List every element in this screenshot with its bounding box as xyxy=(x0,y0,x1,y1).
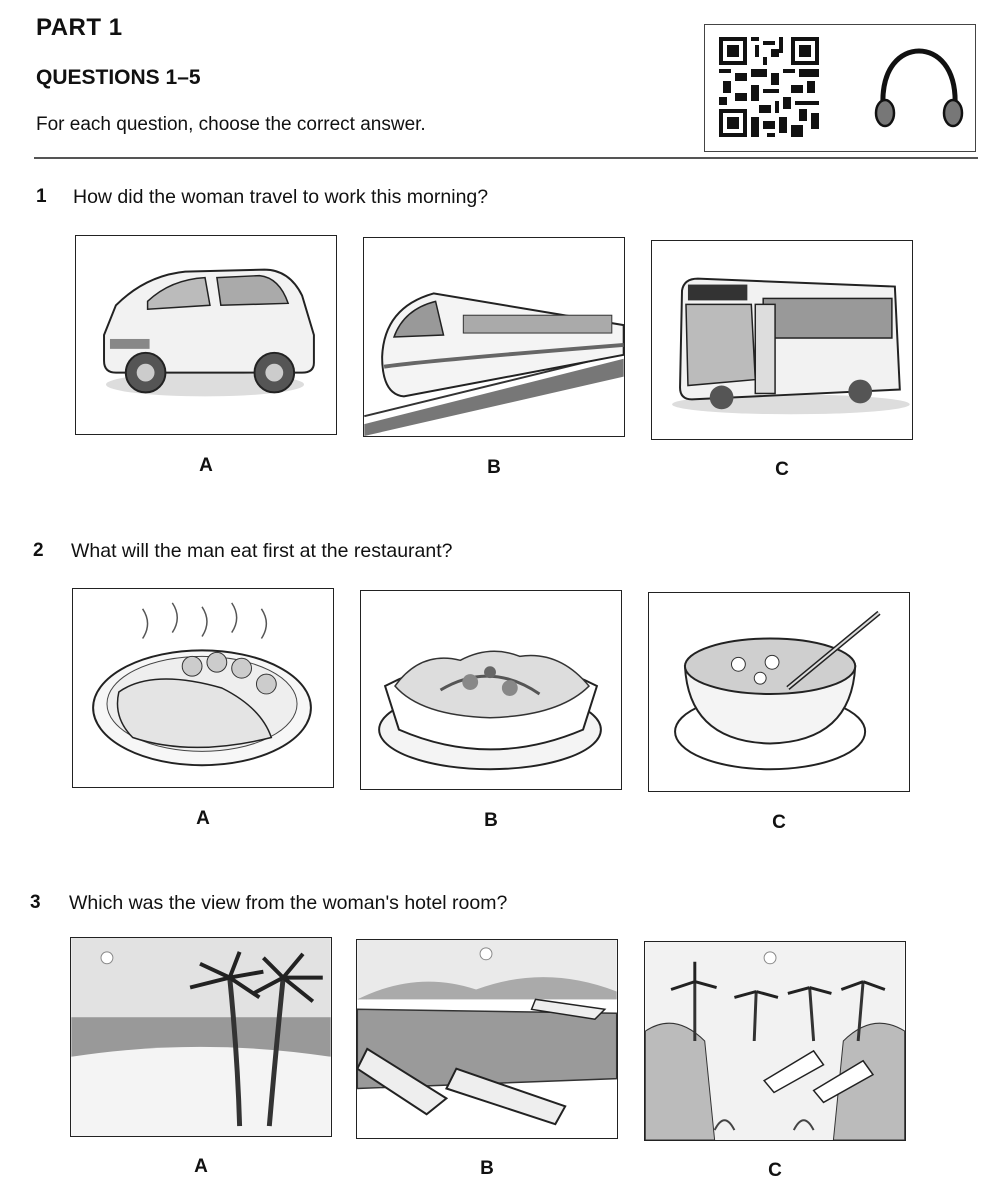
q3-option-b-label[interactable]: B xyxy=(480,1158,494,1179)
q2-option-b-label[interactable]: B xyxy=(484,810,498,831)
question-3-number: 3 xyxy=(30,892,41,913)
q2-option-c-image[interactable] xyxy=(648,592,910,792)
question-1-number: 1 xyxy=(36,186,47,207)
instruction-text: For each question, choose the correct answer. xyxy=(36,114,426,135)
q1-option-a-label[interactable]: A xyxy=(199,455,213,476)
q3-option-b-image[interactable] xyxy=(356,939,618,1139)
audio-box xyxy=(704,24,976,152)
questions-range-heading: QUESTIONS 1–5 xyxy=(36,66,201,89)
q3-option-c-label[interactable]: C xyxy=(768,1160,782,1181)
q2-option-a-image[interactable] xyxy=(72,588,334,788)
q1-option-c-image[interactable] xyxy=(651,240,913,440)
q3-option-c-image[interactable] xyxy=(644,941,906,1141)
question-2-text: What will the man eat first at the restaurant? xyxy=(71,540,453,562)
header-divider xyxy=(34,157,978,159)
question-1-text: How did the woman travel to work this morning? xyxy=(73,186,489,208)
qr-code-icon[interactable] xyxy=(719,37,819,137)
q3-option-a-image[interactable] xyxy=(70,937,332,1137)
q1-option-a-image[interactable] xyxy=(75,235,337,435)
headphones-icon xyxy=(871,47,967,133)
q1-option-b-image[interactable] xyxy=(363,237,625,437)
q2-option-b-image[interactable] xyxy=(360,590,622,790)
part-title: PART 1 xyxy=(36,14,123,41)
q2-option-a-label[interactable]: A xyxy=(196,808,210,829)
q1-option-c-label[interactable]: C xyxy=(775,459,789,480)
question-2-number: 2 xyxy=(33,540,44,561)
q1-option-b-label[interactable]: B xyxy=(487,457,501,478)
q3-option-a-label[interactable]: A xyxy=(194,1156,208,1177)
question-3-text: Which was the view from the woman's hotel room? xyxy=(69,892,508,914)
q2-option-c-label[interactable]: C xyxy=(772,812,786,833)
